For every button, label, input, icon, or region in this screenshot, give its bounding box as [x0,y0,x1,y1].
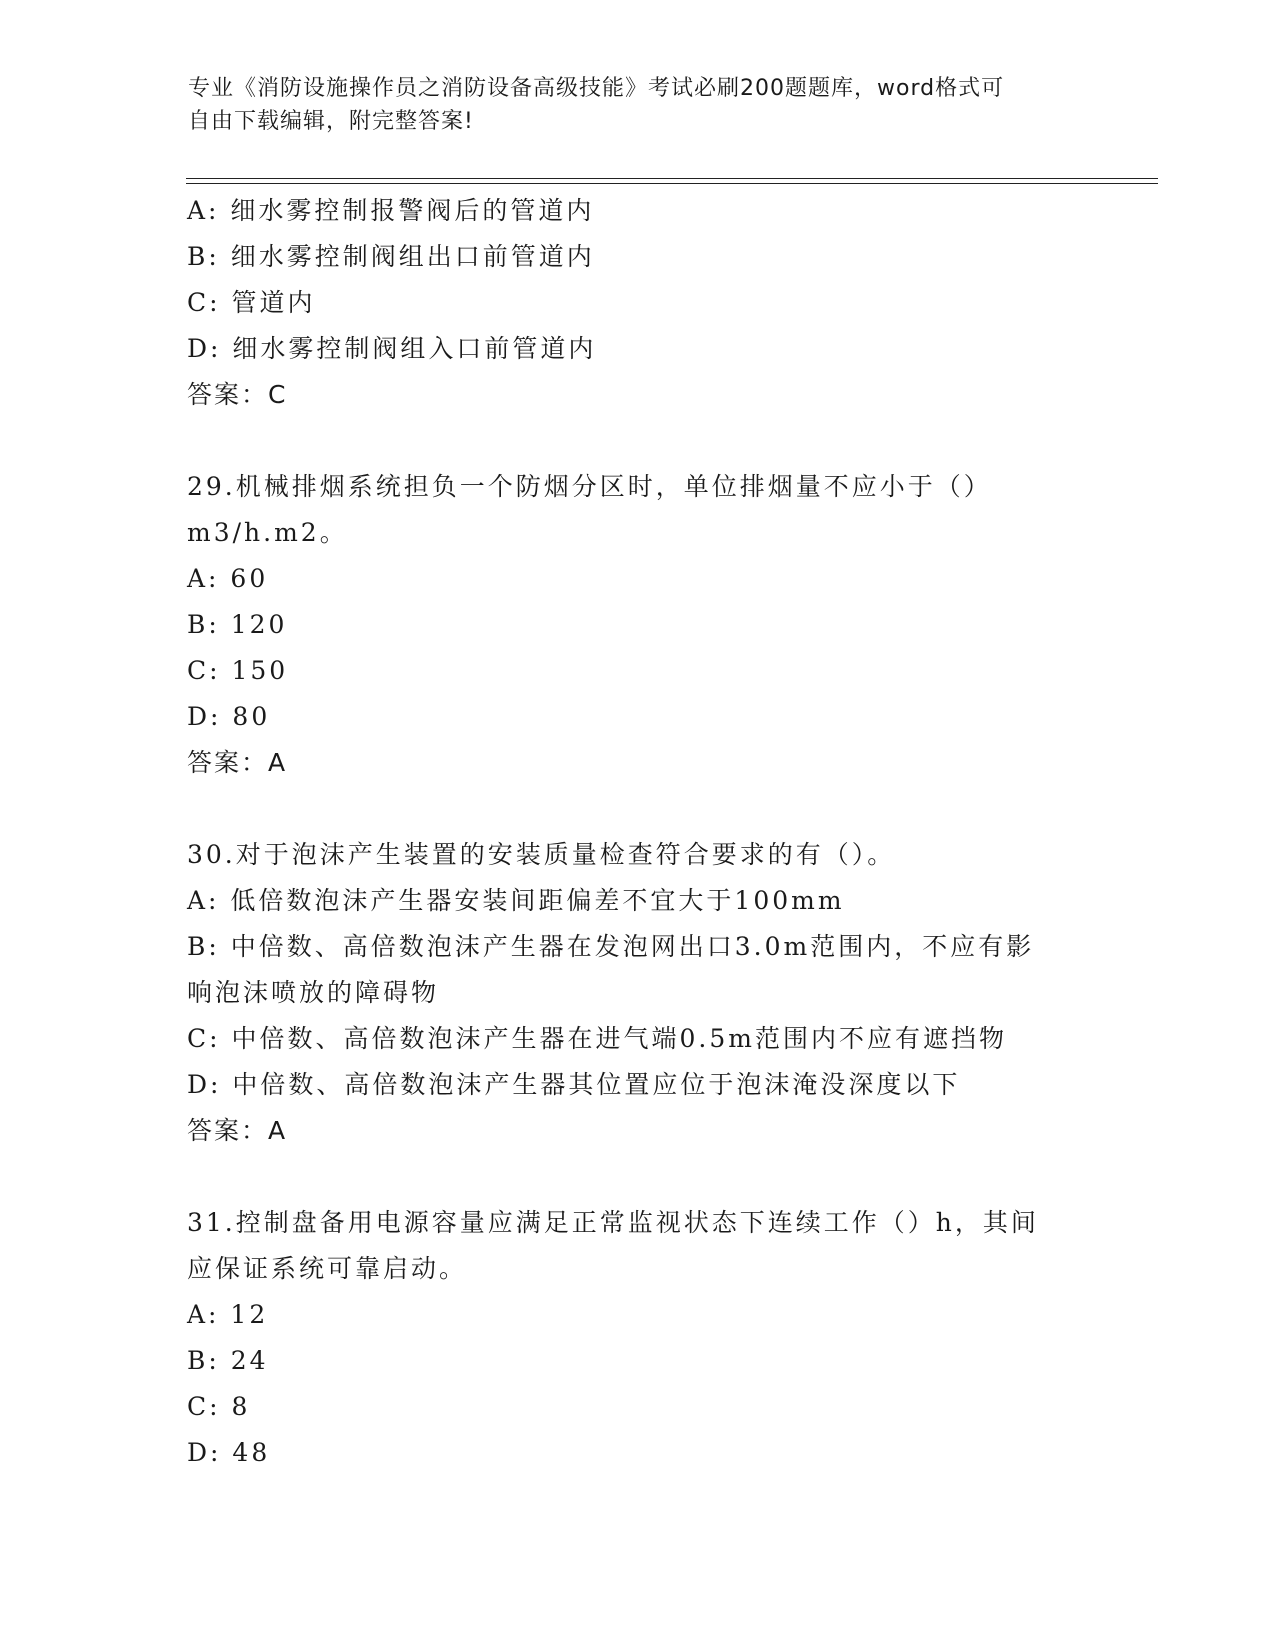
answer-line: 答案：A [187,748,288,777]
question-stem-line: 29.机械排烟系统担负一个防烟分区时，单位排烟量不应小于（） [187,472,992,501]
question-30 [187,832,1087,1154]
question-28-continued [187,188,1087,418]
option-b-continued: 响泡沫喷放的障碍物 [187,978,440,1007]
header-divider-bottom [186,183,1158,184]
option-d: D: 中倍数、高倍数泡沫产生器其位置应位于泡沫淹没深度以下 [187,1070,961,1099]
option-a: A: 细水雾控制报警阀后的管道内 [187,196,595,225]
option-c: C: 中倍数、高倍数泡沫产生器在进气端0.5m范围内不应有遮挡物 [187,1024,1007,1053]
option-c: C: 8 [187,1392,251,1421]
option-d: D: 80 [187,702,271,731]
question-stem-line: 应保证系统可靠启动。 [187,1254,468,1283]
option-a: A: 12 [187,1300,269,1329]
option-a: A: 低倍数泡沫产生器安装间距偏差不宜大于100mm [187,886,845,915]
option-b: B: 120 [187,610,288,639]
question-31 [187,1200,1087,1476]
option-b: B: 中倍数、高倍数泡沫产生器在发泡网出口3.0m范围内，不应有影 [187,932,1035,961]
question-stem-line: m3/h.m2。 [187,518,348,547]
question-29 [187,464,1087,786]
option-b: B: 24 [187,1346,269,1375]
option-a: A: 60 [187,564,269,593]
option-b: B: 细水雾控制阀组出口前管道内 [187,242,595,271]
header-line-2: 自由下载编辑，附完整答案! [188,109,474,134]
option-c: C: 管道内 [187,288,316,317]
question-stem-line: 31.控制盘备用电源容量应满足正常监视状态下连续工作（）h，其间 [187,1208,1039,1237]
option-d: D: 48 [187,1438,271,1467]
option-d: D: 细水雾控制阀组入口前管道内 [187,334,597,363]
header-line-1: 专业《消防设施操作员之消防设备高级技能》考试必刷200题题库，word格式可 [188,76,1005,101]
answer-line: 答案：A [187,1116,288,1145]
document-header [188,72,1068,138]
question-stem-line: 30.对于泡沫产生装置的安装质量检查符合要求的有（）。 [187,840,896,869]
document-body [187,188,1087,1476]
header-divider-top [186,178,1158,179]
answer-line: 答案：C [187,380,288,409]
option-c: C: 150 [187,656,289,685]
